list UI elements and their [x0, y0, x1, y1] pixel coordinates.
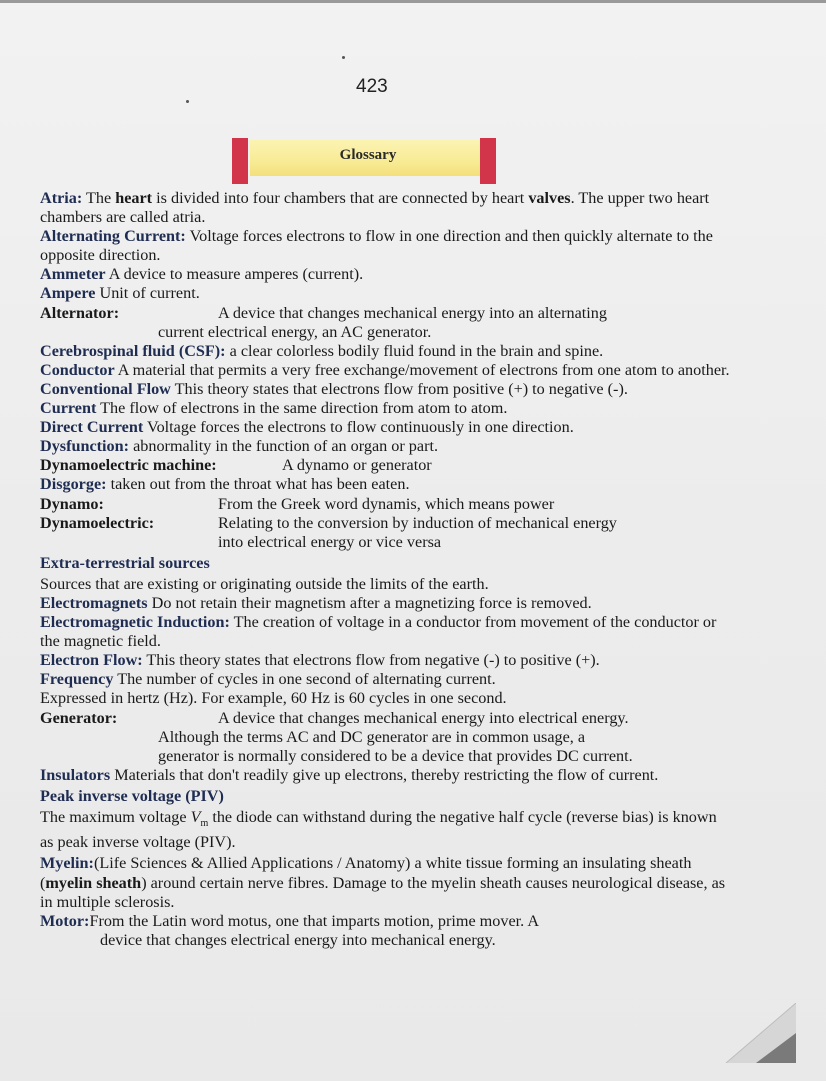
term-insulators: Insulators	[40, 765, 111, 784]
def-ammeter: A device to measure amperes (current).	[105, 265, 364, 284]
def-atria-part1: The	[82, 189, 116, 207]
entry-conductor	[40, 361, 730, 380]
term-myelin: Myelin:	[40, 854, 94, 873]
def-myelin-sheath: myelin sheath	[45, 873, 142, 892]
def-dysfunction: abnormality in the function of an organ or part.	[129, 437, 439, 456]
piv-subscript: m	[200, 818, 209, 830]
term-dynamo: Dynamo:	[40, 494, 104, 513]
def-dynamoelectric-line2: into electrical energy or vice versa	[218, 532, 442, 551]
entry-electromagnetic-induction	[40, 613, 730, 651]
term-csf: Cerebrospinal fluid (CSF):	[40, 341, 226, 360]
term-electromagnets: Electromagnets	[40, 593, 148, 612]
entry-ampere	[40, 284, 730, 303]
def-alternator-line1: A device that changes mechanical energy into an alternating	[218, 303, 607, 322]
def-conventional-flow: This theory states that electrons flow from positive (+) to negative (-).	[170, 379, 628, 398]
def-piv-part2: the diode can withstand during the negative half cycle (reverse bias) is known as peak inverse voltage (PIV).	[40, 808, 717, 852]
page-curl-corner	[686, 1003, 796, 1063]
entry-atria	[40, 189, 730, 227]
def-atria-heart: heart	[115, 189, 153, 207]
term-atria: Atria:	[40, 189, 83, 207]
def-frequency-line1: The number of cycles in one second of alternating current.	[113, 670, 496, 689]
entry-generator	[40, 709, 730, 728]
entry-dynamo	[40, 495, 730, 514]
def-dynamoelectric-line1: Relating to the conversion by induction of mechanical energy	[218, 513, 617, 532]
term-peak-inverse-voltage: Peak inverse voltage (PIV)	[40, 786, 224, 805]
entry-direct-current	[40, 418, 730, 437]
def-generator-line3: generator is normally considered to be a device that provides DC current.	[158, 746, 633, 765]
def-electromagnets: Do not retain their magnetism after a magnetizing force is removed.	[147, 593, 592, 612]
entry-alternating-current	[40, 227, 730, 265]
entry-piv-definition	[40, 808, 730, 852]
entry-conventional-flow	[40, 380, 730, 399]
def-generator-line1: A device that changes mechanical energy into electrical energy.	[218, 708, 629, 727]
def-atria-valves: valves	[528, 189, 571, 207]
entry-insulators	[40, 766, 730, 785]
def-dynamo: From the Greek word dynamis, which means power	[218, 494, 555, 513]
entry-frequency	[40, 670, 730, 689]
def-insulators: Materials that don't readily give up electrons, thereby restricting the flow of current.	[110, 765, 659, 784]
def-disgorge: taken out from the throat what has been eaten.	[106, 475, 410, 494]
entry-motor	[40, 912, 730, 931]
term-alternating-current: Alternating Current:	[40, 227, 186, 246]
entry-current	[40, 399, 730, 418]
def-csf: a clear colorless bodily fluid found in the brain and spine.	[225, 341, 604, 360]
def-atria-part2: is divided into four chambers that are connected by heart	[152, 189, 529, 207]
term-dynamoelectric-machine: Dynamoelectric machine:	[40, 456, 217, 475]
def-generator-line2: Although the terms AC and DC generator are in common usage, a	[158, 727, 586, 746]
def-myelin-part2: ) around certain nerve fibres. Damage to the myelin sheath causes neurological disease, as in multiple sclerosis.	[40, 873, 726, 911]
glossary-list	[40, 189, 730, 950]
def-current: The flow of electrons in the same direction from atom to atom.	[96, 399, 508, 418]
entry-disgorge	[40, 475, 730, 494]
def-dynamoelectric-machine: A dynamo or generator	[282, 456, 432, 475]
entry-electromagnets	[40, 594, 730, 613]
banner-left-bar	[232, 138, 248, 184]
def-piv-part1: The maximum voltage	[40, 808, 191, 826]
def-electron-flow: This theory states that electrons flow from negative (-) to positive (+).	[142, 651, 600, 670]
glossary-title: Glossary	[339, 147, 397, 163]
def-motor-line1: From the Latin word motus, one that imparts motion, prime mover. A	[89, 911, 540, 930]
def-electromagnetic-induction: The creation of voltage in a conductor from movement of the conductor or the magnetic field.	[40, 613, 717, 651]
def-atria-part3: . The upper two heart chambers are called atria.	[40, 189, 710, 227]
page-number: 423	[356, 76, 388, 97]
scan-speck	[342, 56, 345, 59]
def-motor-line2: device that changes electrical energy into mechanical energy.	[100, 930, 496, 949]
entry-electron-flow	[40, 651, 730, 670]
term-electromagnetic-induction: Electromagnetic Induction:	[40, 613, 230, 632]
piv-symbol: V	[190, 808, 201, 826]
def-frequency-line2: Expressed in hertz (Hz). For example, 60 Hz is 60 cycles in one second.	[40, 689, 507, 708]
def-ampere: Unit of current.	[95, 284, 200, 303]
term-extra-terrestrial: Extra-terrestrial sources	[40, 553, 210, 572]
term-direct-current: Direct Current	[40, 418, 144, 437]
term-ampere: Ampere	[40, 284, 96, 303]
term-electron-flow: Electron Flow:	[40, 651, 143, 670]
term-dysfunction: Dysfunction:	[40, 437, 130, 456]
def-direct-current: Voltage forces the electrons to flow continuously in one direction.	[143, 418, 574, 437]
def-conductor: A material that permits a very free exchange/movement of electrons from one atom to another.	[114, 360, 730, 379]
term-alternator: Alternator:	[40, 303, 120, 322]
page-top-edge	[0, 0, 826, 3]
entry-csf	[40, 342, 730, 361]
def-alternating-current: Voltage forces electrons to flow in one direction and then quickly alternate to the opposite direction.	[40, 227, 713, 265]
term-generator: Generator:	[40, 708, 118, 727]
term-disgorge: Disgorge:	[40, 475, 107, 494]
scan-speck	[186, 100, 189, 103]
term-ammeter: Ammeter	[40, 265, 106, 284]
def-myelin-part1: (Life Sciences & Allied Applications / Anatomy) a white tissue forming an insulating sheath (	[40, 854, 692, 892]
term-dynamoelectric: Dynamoelectric:	[40, 513, 155, 532]
term-current: Current	[40, 399, 97, 418]
entry-dynamoelectric-machine	[40, 456, 730, 475]
entry-ammeter	[40, 265, 730, 284]
term-motor: Motor:	[40, 911, 90, 930]
term-conductor: Conductor	[40, 360, 115, 379]
entry-alternator	[40, 304, 730, 323]
term-frequency: Frequency	[40, 670, 114, 689]
entry-dynamoelectric	[40, 514, 730, 533]
def-extra-terrestrial: Sources that are existing or originating outside the limits of the earth.	[40, 574, 489, 593]
def-alternator-line2: current electrical energy, an AC generator.	[158, 322, 432, 341]
entry-dysfunction	[40, 437, 730, 456]
entry-myelin	[40, 854, 730, 911]
term-conventional-flow: Conventional Flow	[40, 379, 171, 398]
